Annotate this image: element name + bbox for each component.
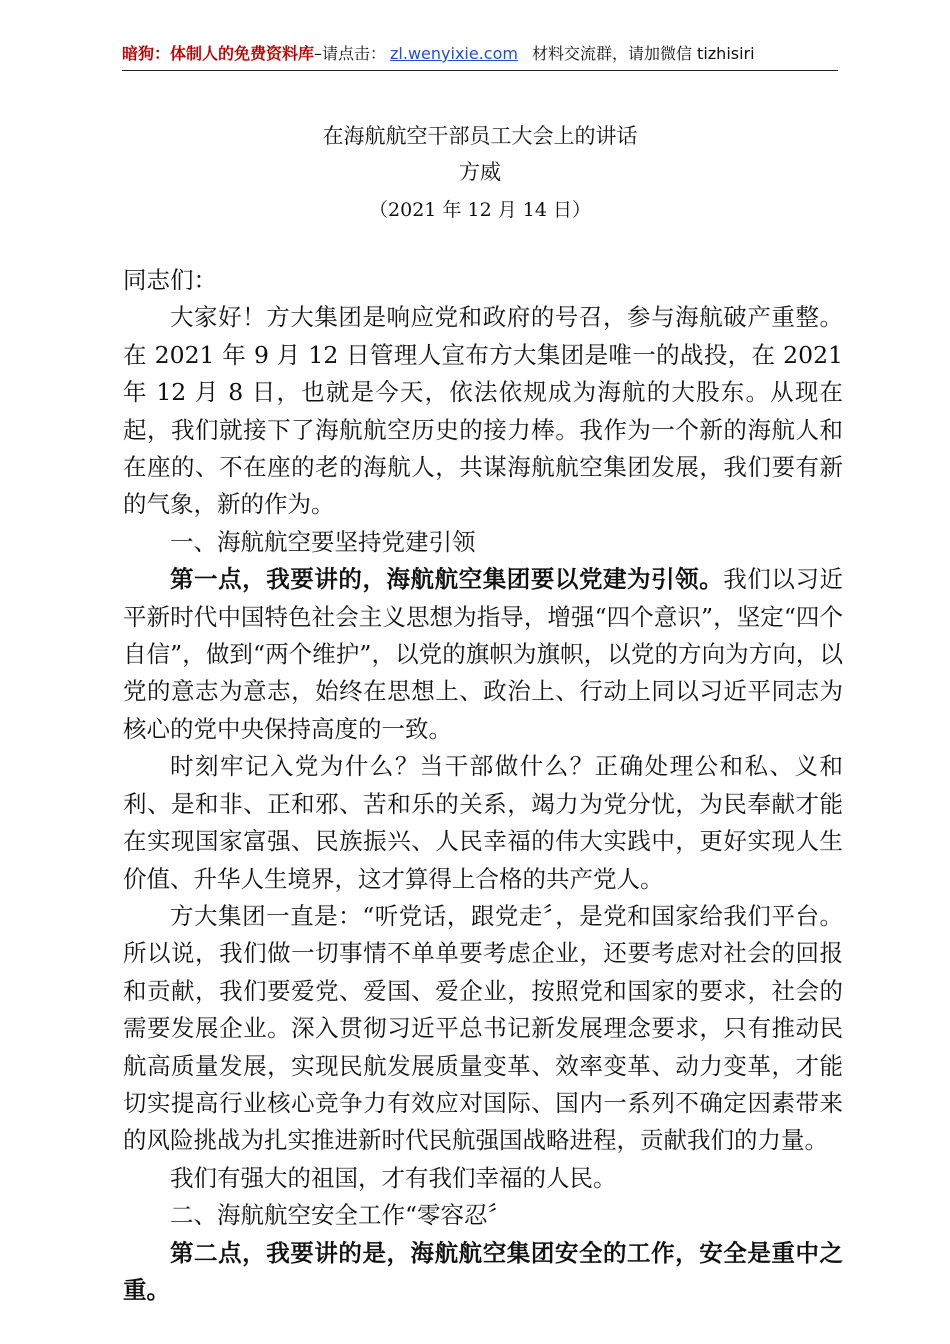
- paragraph-2: [123, 561, 843, 748]
- page-header: [122, 42, 838, 66]
- paragraph-3: 时刻牢记入党为什么？当干部做什么？正确处理公和私、义和利、是和非、正和邪、苦和乐的关系，竭力为党分忧，为民奉献才能在实现国家富强、民族振兴、人民幸福的伟大实践中，更好实现人生价值、升华人生境界，这才算得上合格的共产党人。: [123, 752, 843, 893]
- section-heading-1: 一、海航航空要坚持党建引领: [170, 527, 476, 556]
- section-heading-2: 二、海航航空安全工作“零容忍〞: [170, 1201, 512, 1230]
- contact-text: 材料交流群，请加微信 tizhisiri: [531, 44, 755, 63]
- document-body: [123, 262, 843, 1309]
- paragraph-5: 我们有强大的祖国，才有我们幸福的人民。: [170, 1163, 617, 1192]
- salutation: 同志们：: [123, 266, 217, 294]
- document-date: （2021 年 12 月 14 日）: [369, 199, 591, 221]
- paragraph-1: 大家好！方大集团是响应党和政府的号召，参与海航破产重整。在 2021 年 9 月 12 日管理人宣布方大集团是唯一的战投，在 2021 年 12 月 8 日，也就是今天，依法依规成为海航的大股东。从现在起，我们就接下了海航航空历史的接力棒。我作为一个新的海航人和在座的、不在座的老的海航人，共谋海航航空集团发展，我们要有新的气象，新的作为。: [123, 303, 843, 519]
- click-prompt: –请点击：: [314, 44, 387, 63]
- header-divider: [122, 70, 838, 71]
- paragraph-2-lead: 第一点，我要讲的，海航航空集团要以党建为引领。: [170, 565, 724, 594]
- paragraph-2-text: 我们以习近平新时代中国特色社会主义思想为指导，增强“四个意识”，坚定“四个自信”，做到“两个维护”，以党的旗帜为旗帜，以党的方向为方向，以党的意志为意志，始终在思想上、政治上、行动上同以习近平同志为核心的党中央保持高度的一致。: [123, 565, 844, 743]
- promo-text: 暗狗：体制人的免费资料库: [122, 44, 315, 63]
- document-title: 在海航航空干部员工大会上的讲话: [322, 124, 638, 148]
- paragraph-4: 方大集团一直是：“听党话，跟党走〞，是党和国家给我们平台。所以说，我们做一切事情不单单要考虑企业，还要考虑对社会的回报和贡献，我们要爱党、爱国、爱企业，按照党和国家的要求，社会的需要发展企业。深入贯彻习近平总书记新发展理念要求，只有推动民航高质量发展，实现民航发展质量变革、效率变革、动力变革，才能切实提高行业核心竞争力有效应对国际、国内一系列不确定因素带来的风险挑战为扎实推进新时代民航强国战略进程，贡献我们的力量。: [123, 901, 843, 1155]
- paragraph-6: 第二点，我要讲的是，海航航空集团安全的工作，安全是重中之重。: [123, 1238, 843, 1304]
- website-link[interactable]: zl.wenyixie.com: [390, 44, 518, 63]
- document-author: 方威: [459, 160, 501, 184]
